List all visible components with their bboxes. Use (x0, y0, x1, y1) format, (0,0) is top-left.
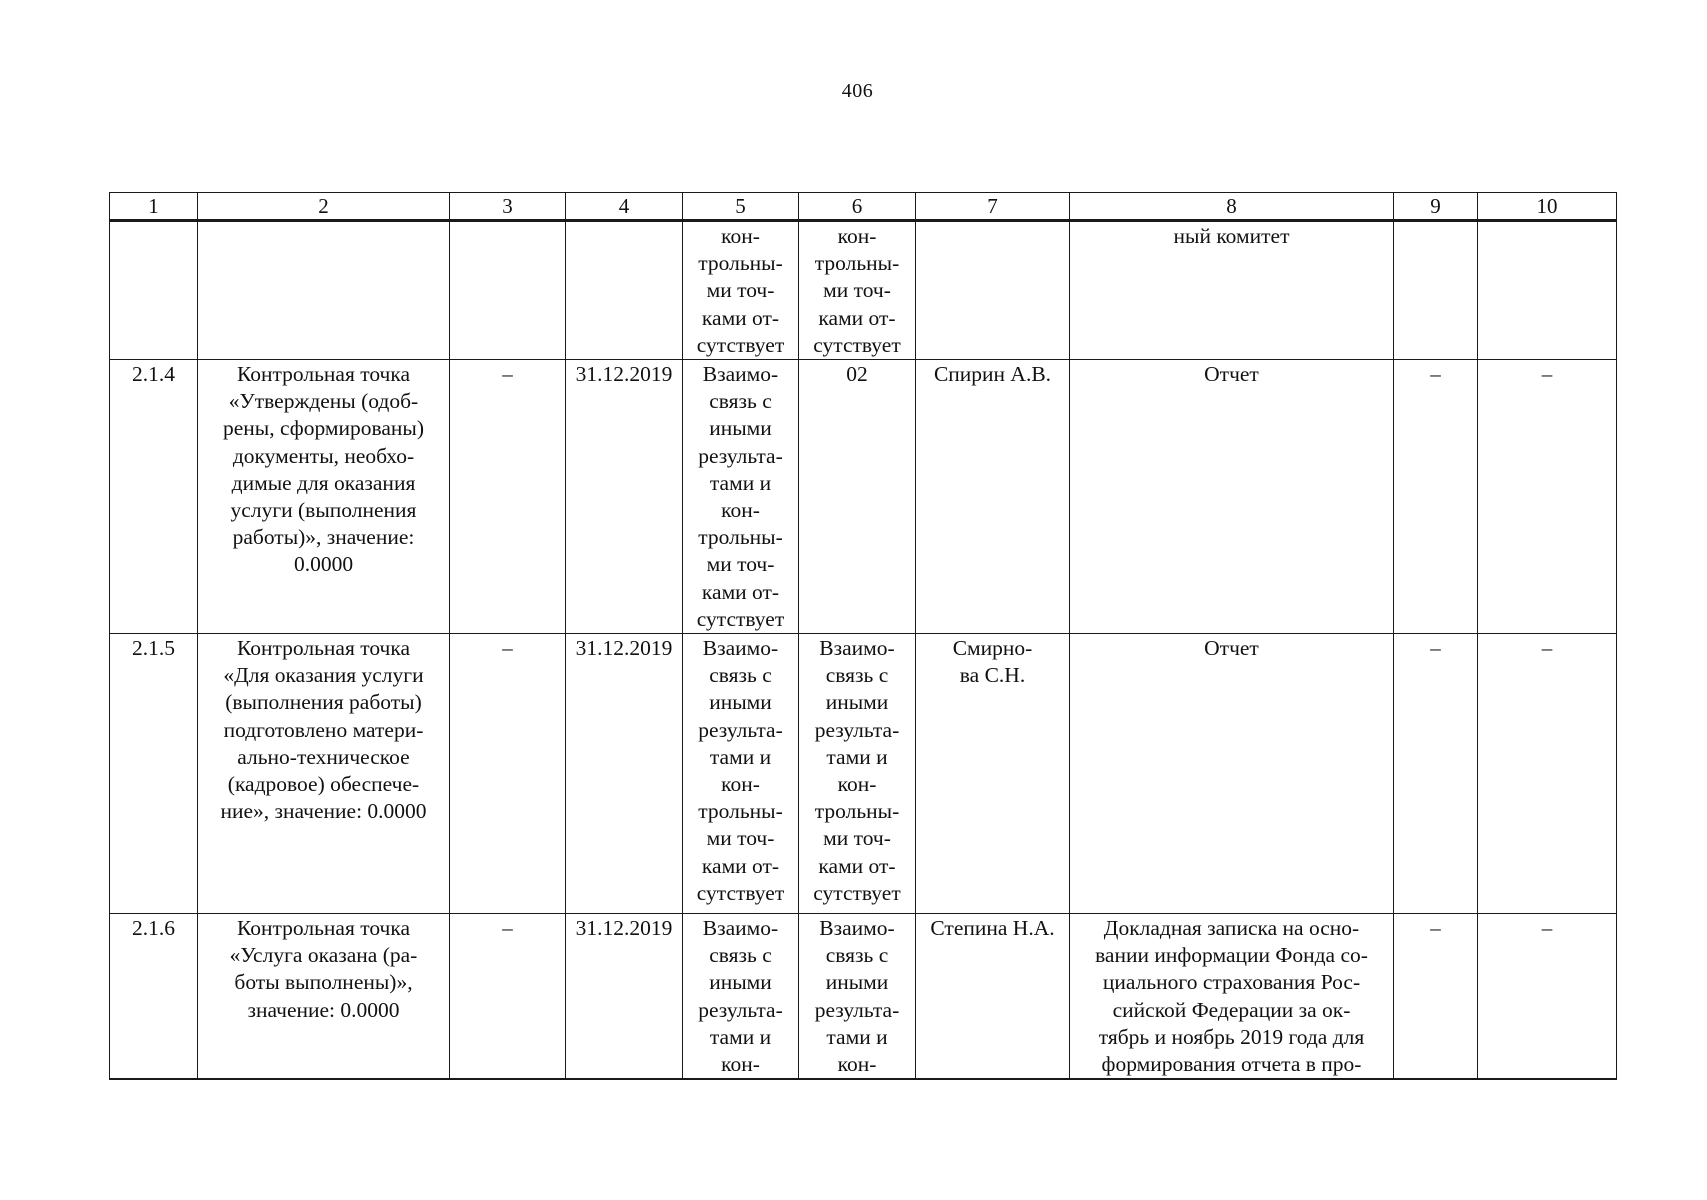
cell-line: Отчет (1204, 362, 1259, 387)
cell-line: результа- (698, 997, 783, 1022)
cell-line: Взаимо- (702, 916, 779, 941)
cell-line: формирования отчета в про- (1101, 1052, 1362, 1077)
cont-col1 (110, 221, 198, 360)
cell-line: Спирин А.В. (933, 362, 1052, 387)
checkpoint-name (198, 914, 450, 1080)
cell-line: значение: 0.0000 (247, 997, 400, 1022)
col9-value: – (1394, 634, 1478, 914)
header-cell-4: 4 (566, 193, 683, 221)
cell-line: ками от- (818, 305, 896, 330)
cell-line: кон- (837, 1052, 877, 1077)
col5-value (683, 360, 799, 634)
col10-value: – (1478, 634, 1617, 914)
deadline-date: 31.12.2019 (566, 914, 683, 1080)
col3-value: – (450, 360, 566, 634)
cell-line: тами и (709, 470, 772, 495)
cell-line: сутствует (696, 880, 785, 905)
row-number: 2.1.6 (110, 914, 198, 1080)
cell-line: трольны- (698, 799, 783, 824)
cell-line: трольны- (698, 525, 783, 550)
cell-line: циального страхования Рос- (1102, 970, 1361, 995)
cell-line: ние», значение: 0.0000 (220, 799, 427, 824)
cell-line: связь с (709, 663, 772, 688)
document-type (1070, 360, 1394, 634)
header-cell-2: 2 (198, 193, 450, 221)
cell-line: Докладная записка на осно- (1103, 916, 1360, 941)
cell-line: связь с (825, 663, 889, 688)
header-cell-5: 5 (683, 193, 799, 221)
cell-line: иными (709, 970, 772, 995)
cell-line: «Для оказания услуги (223, 663, 424, 688)
cell-line: сутствует (813, 332, 901, 357)
row-number: 2.1.5 (110, 634, 198, 914)
cell-line: димые для оказания (231, 470, 416, 495)
cell-line: кон- (721, 772, 760, 797)
col9-value: – (1394, 360, 1478, 634)
cell-line: сутствует (813, 880, 901, 905)
cont-col4 (566, 221, 683, 360)
cont-col9 (1394, 221, 1478, 360)
cell-line: связь с (709, 389, 772, 414)
cell-line: кон- (837, 224, 877, 248)
continuation-row (110, 221, 1617, 360)
cont-col5 (683, 221, 799, 360)
cell-line: Взаимо- (702, 362, 779, 387)
cell-line: иными (825, 970, 889, 995)
page-number: 406 (841, 80, 874, 102)
cont-col8 (1070, 221, 1394, 360)
cell-line: боты выполнены)», (234, 970, 413, 995)
checkpoint-name (198, 360, 450, 634)
cell-line: Взаимо- (702, 636, 779, 661)
plan-table (109, 192, 1617, 1080)
cell-line: Контрольная точка (236, 362, 411, 387)
checkpoint-name (198, 634, 450, 914)
cell-line: Смирно- (952, 636, 1033, 661)
col10-value: – (1478, 914, 1617, 1080)
cell-line: сийской Федерации за ок- (1112, 997, 1351, 1022)
cell-line: ный комитет (1173, 224, 1290, 248)
cell-line: Контрольная точка (236, 636, 411, 661)
cell-line: трольны- (698, 251, 783, 276)
table-row (110, 914, 1617, 1080)
header-cell-10: 10 (1478, 193, 1617, 221)
cell-line: рены, сформированы) (222, 416, 425, 441)
cont-col3 (450, 221, 566, 360)
header-row (110, 193, 1617, 221)
cell-line: результа- (698, 717, 783, 742)
cell-line: ками от- (701, 305, 780, 330)
cell-line: Отчет (1204, 636, 1259, 661)
document-type (1070, 914, 1394, 1080)
cell-line: ками от- (818, 853, 896, 878)
col3-value: – (450, 634, 566, 914)
cell-line: трольны- (814, 251, 900, 276)
cell-line: тябрь и ноябрь 2019 года для (1098, 1024, 1365, 1049)
col6-value (799, 914, 916, 1080)
responsible-person (916, 914, 1070, 1080)
cell-line: документы, необхо- (232, 443, 415, 468)
cell-line: иными (709, 416, 772, 441)
cell-line: иными (825, 690, 889, 715)
responsible-person (916, 360, 1070, 634)
cell-line: 02 (846, 362, 868, 387)
responsible-person (916, 634, 1070, 914)
header-cell-3: 3 (450, 193, 566, 221)
cell-line: кон- (721, 498, 760, 523)
cell-line: ми точ- (823, 826, 891, 851)
cell-line: подготовлено матери- (223, 717, 424, 742)
cont-col10 (1478, 221, 1617, 360)
cell-line: тами и (826, 1024, 888, 1049)
cell-line: «Утверждены (одоб- (228, 389, 419, 414)
cell-line: Взаимо- (819, 916, 895, 941)
cell-line: результа- (814, 997, 900, 1022)
cell-line: Взаимо- (819, 636, 895, 661)
cell-line: 0.0000 (293, 552, 354, 577)
col6-value (799, 360, 916, 634)
header-cell-6: 6 (799, 193, 916, 221)
cell-line: тами и (709, 744, 772, 769)
cont-col6 (799, 221, 916, 360)
cell-line: (выполнения работы) (225, 690, 422, 715)
cell-line: тами и (709, 1024, 772, 1049)
cell-line: связь с (709, 943, 772, 968)
cell-line: тами и (826, 744, 888, 769)
col3-value: – (450, 914, 566, 1080)
col5-value (683, 914, 799, 1080)
cell-line: вании информации Фонда со- (1095, 943, 1368, 968)
cell-line: сутствует (696, 606, 785, 631)
cell-line: результа- (698, 443, 783, 468)
cell-line: ва С.Н. (959, 663, 1026, 688)
cell-line: Степина Н.А. (930, 916, 1055, 941)
cell-line: трольны- (814, 799, 900, 824)
col5-value (683, 634, 799, 914)
cell-line: результа- (814, 717, 900, 742)
cell-line: иными (709, 690, 772, 715)
cell-line: ми точ- (823, 278, 891, 303)
cont-col2 (198, 221, 450, 360)
cell-line: сутствует (696, 332, 785, 357)
col10-value: – (1478, 360, 1617, 634)
header-cell-9: 9 (1394, 193, 1478, 221)
cell-line: ально-техническое (237, 744, 410, 769)
cell-line: работы)», значение: (232, 525, 415, 550)
header-cell-7: 7 (916, 193, 1070, 221)
cont-col7 (916, 221, 1070, 360)
table-row (110, 634, 1617, 914)
cell-line: услуги (выполнения (230, 498, 417, 523)
header-cell-8: 8 (1070, 193, 1394, 221)
col6-value (799, 634, 916, 914)
cell-line: «Услуга оказана (ра- (229, 943, 418, 968)
cell-line: кон- (721, 1052, 760, 1077)
deadline-date: 31.12.2019 (566, 360, 683, 634)
cell-line: Контрольная точка (236, 916, 411, 941)
cell-line: (кадровое) обеспече- (227, 772, 420, 797)
cell-line: ми точ- (706, 552, 775, 577)
cell-line: кон- (721, 224, 760, 248)
header-cell-1: 1 (110, 193, 198, 221)
document-type (1070, 634, 1394, 914)
row-number: 2.1.4 (110, 360, 198, 634)
deadline-date: 31.12.2019 (566, 634, 683, 914)
cell-line: ми точ- (706, 826, 775, 851)
cell-line: кон- (837, 772, 877, 797)
cell-line: ками от- (701, 579, 780, 604)
cell-line: ми точ- (706, 278, 775, 303)
cell-line: связь с (825, 943, 889, 968)
cell-line: ками от- (701, 853, 780, 878)
col9-value: – (1394, 914, 1478, 1080)
table-row (110, 360, 1617, 634)
